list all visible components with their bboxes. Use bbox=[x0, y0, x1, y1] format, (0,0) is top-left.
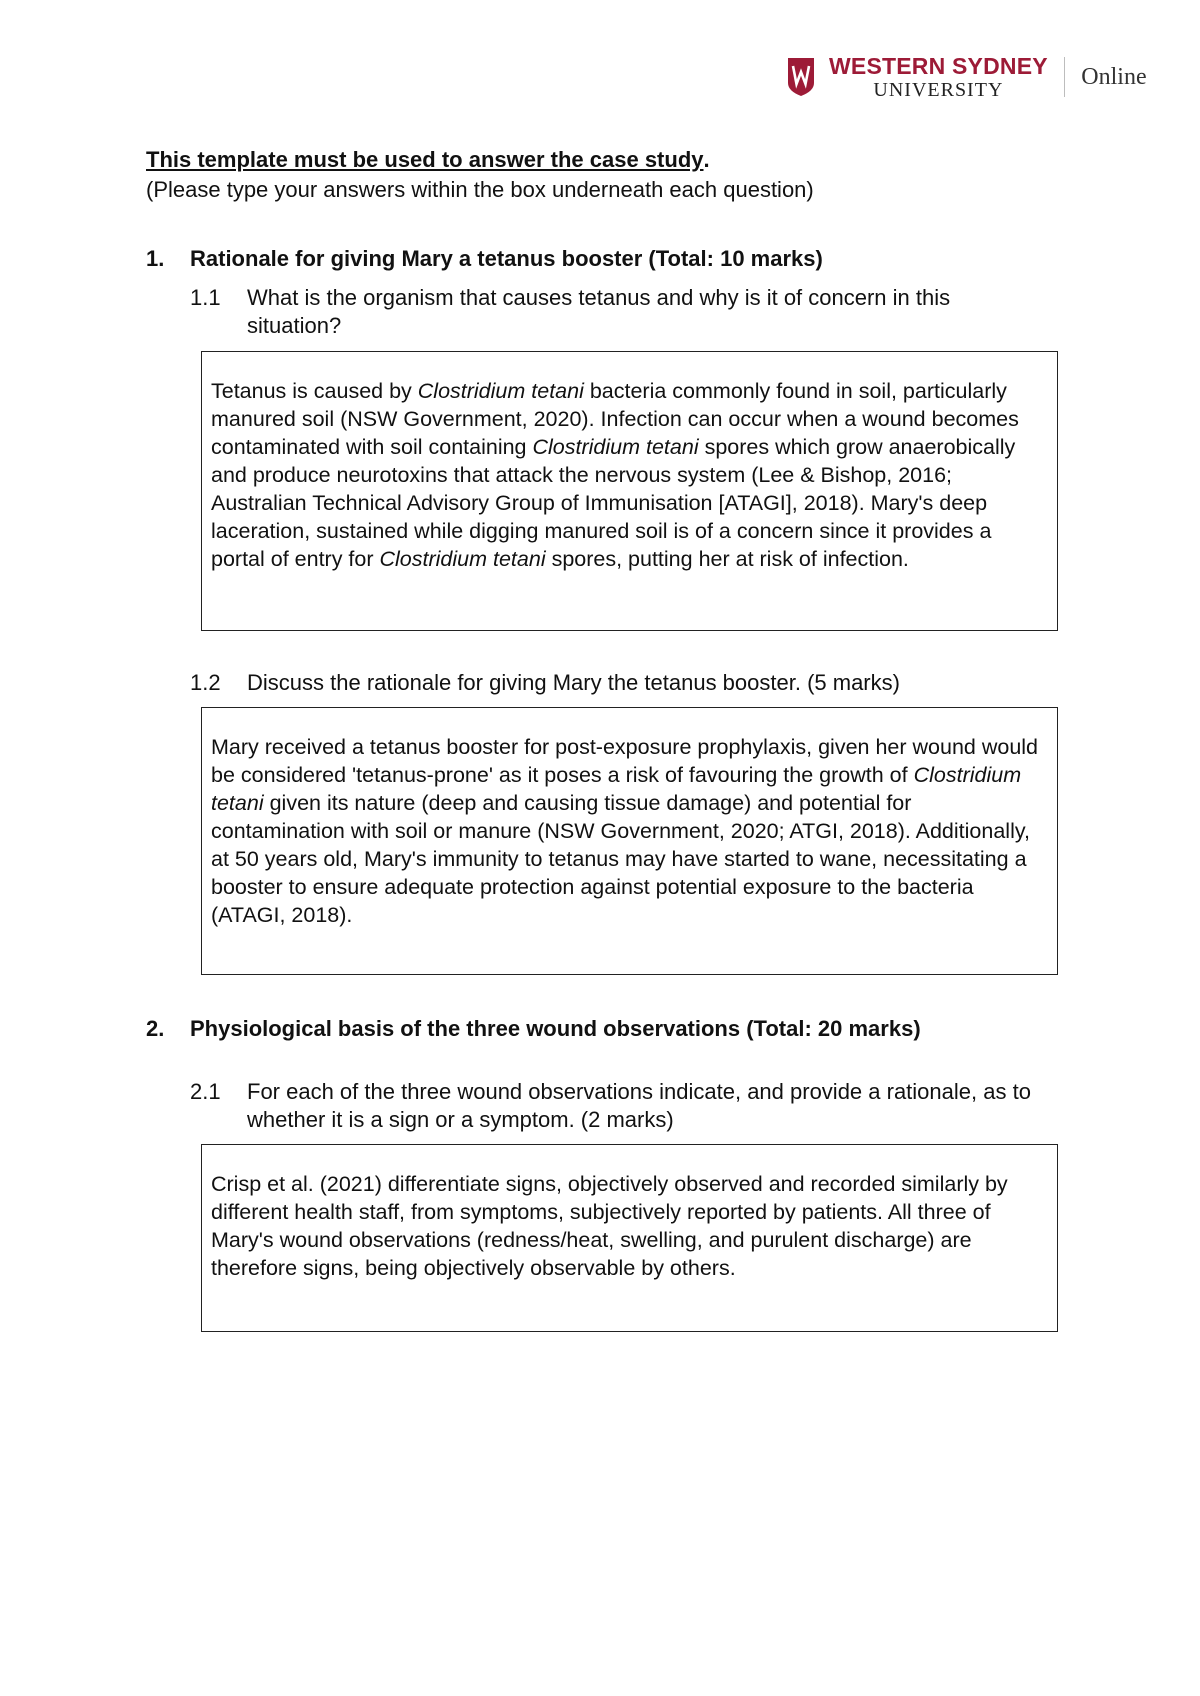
logo-wordmark bbox=[829, 52, 1048, 101]
logo-line-2: UNIVERSITY bbox=[873, 78, 1004, 101]
question-1-1-number: 1.1 bbox=[190, 285, 221, 310]
question-1-2 bbox=[190, 669, 1037, 697]
section-2-title: Physiological basis of the three wound observations (Total: 20 marks) bbox=[190, 1016, 921, 1041]
answer-1-2-text bbox=[211, 733, 1051, 929]
section-1-number: 1. bbox=[146, 246, 165, 271]
section-1-title: Rationale for giving Mary a tetanus booster (Total: 10 marks) bbox=[190, 246, 823, 271]
answer-1-1-italic-2: Clostridium tetani bbox=[532, 435, 699, 459]
template-title-period: . bbox=[703, 147, 710, 172]
answer-1-2-part-1: Mary received a tetanus booster for post-exposure prophylaxis, given her wound would be considered 'tetanus-prone' as it poses a risk of favouring the growth of bbox=[211, 735, 1039, 787]
answer-1-2-part-2: given its nature (deep and causing tissue damage) and potential for contamination with soil or manure (NSW Government, 2020; ATGI, 2018). Additionally, at 50 years old, Mary's immunity to tetanus may have started to wane, necessitating a booster to ensure adequate protection against potential exposure to the bacteria (ATAGI, 2018). bbox=[211, 791, 1030, 927]
template-title-text: This template must be used to answer the case study bbox=[146, 147, 704, 172]
template-title bbox=[146, 146, 710, 173]
question-1-2-number: 1.2 bbox=[190, 670, 221, 695]
answer-1-1-part-4: spores, putting her at risk of infection. bbox=[545, 547, 909, 571]
template-instruction: (Please type your answers within the box underneath each question) bbox=[146, 177, 814, 202]
university-logo bbox=[787, 52, 1147, 102]
answer-1-1-text bbox=[211, 377, 1051, 573]
logo-divider bbox=[1064, 57, 1066, 97]
answer-1-1-part-2: bacteria commonly found in soil, particularly manured soil (NSW Government, 2020). Infection can occur when a wound becomes contaminated with soil containing bbox=[211, 379, 1019, 459]
answer-1-1-italic-1: Clostridium tetani bbox=[417, 379, 584, 403]
question-2-1-number: 2.1 bbox=[190, 1079, 221, 1104]
shield-logo-icon bbox=[787, 57, 815, 97]
answer-1-1-part-3: spores which grow anaerobically and produce neurotoxins that attack the nervous system (Lee & Bishop, 2016; Australian Technical Advisory Group of Immunisation [ATAGI], 2018). Mary's deep laceration, sustained while digging manured soil is of a concern since it provides a portal of entry for bbox=[211, 435, 1016, 571]
section-2-heading bbox=[146, 1015, 921, 1042]
answer-1-1-italic-3: Clostridium tetani bbox=[379, 547, 546, 571]
question-1-2-text: Discuss the rationale for giving Mary the tetanus booster. (5 marks) bbox=[247, 670, 900, 695]
answer-2-1-text: Crisp et al. (2021) differentiate signs, objectively observed and recorded similarly by different health staff, from symptoms, subjectively reported by patients. All three of Mary's wound observations (redness/heat, swelling, and purulent discharge) are therefore signs, being objectively observable by others. bbox=[211, 1172, 1008, 1280]
question-1-1 bbox=[190, 284, 1037, 340]
answer-1-2-italic-1: Clostridium tetani bbox=[211, 763, 1022, 815]
logo-online: Online bbox=[1081, 63, 1147, 90]
section-1-heading bbox=[146, 245, 823, 272]
logo-line-1: WESTERN SYDNEY bbox=[829, 52, 1048, 79]
question-1-1-text: What is the organism that causes tetanus and why is it of concern in this situation? bbox=[247, 285, 951, 338]
answer-1-1-part-1: Tetanus is caused by bbox=[211, 379, 418, 403]
section-2-number: 2. bbox=[146, 1016, 165, 1041]
question-2-1 bbox=[190, 1078, 1037, 1134]
question-2-1-text: For each of the three wound observations indicate, and provide a rationale, as to whether it is a sign or a symptom. (2 marks) bbox=[247, 1079, 1031, 1132]
